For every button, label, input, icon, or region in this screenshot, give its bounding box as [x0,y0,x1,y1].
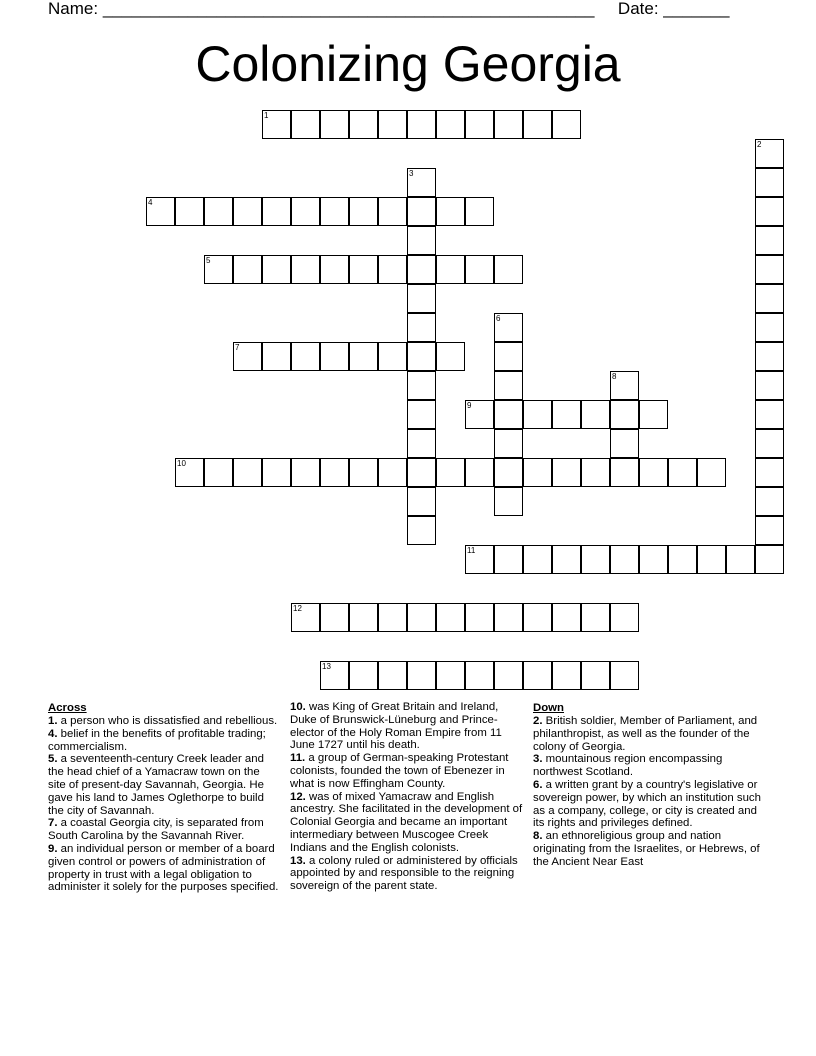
crossword-cell[interactable] [349,458,378,487]
clue-text: a coastal Georgia city, is separated from South Carolina by the Savannah River. [48,817,264,843]
crossword-cell[interactable] [755,313,784,342]
clue-number: 7. [48,817,58,830]
crossword-cell[interactable] [349,603,378,632]
crossword-cell[interactable] [755,458,784,487]
crossword-cell[interactable] [552,545,581,574]
crossword-cell[interactable] [262,458,291,487]
clue-number-label: 4 [148,198,153,207]
crossword-cell[interactable] [233,255,262,284]
crossword-cell[interactable] [755,429,784,458]
crossword-cell[interactable] [407,487,436,516]
crossword-cell[interactable] [755,400,784,429]
crossword-cell[interactable] [436,661,465,690]
crossword-cell[interactable] [175,197,204,226]
crossword-cell[interactable] [465,603,494,632]
crossword-cell[interactable] [523,400,552,429]
down-clue [533,753,769,779]
crossword-cell[interactable] [378,255,407,284]
crossword-cell[interactable] [262,255,291,284]
clue-number-label: 13 [322,662,331,671]
clue-number-label: 3 [409,169,414,178]
across-clues-continued [290,701,524,893]
crossword-cell[interactable] [523,458,552,487]
crossword-cell[interactable] [755,255,784,284]
clue-text: was King of Great Britain and Ireland, Duke of Brunswick-Lüneburg and Prince-elector of the Holy Roman Empire from 11 June 1727 until his death. [290,701,502,752]
crossword-cell[interactable] [581,603,610,632]
crossword-cell[interactable] [407,603,436,632]
across-clue-list-continued [290,701,524,893]
crossword-cell[interactable] [610,429,639,458]
clue-number: 3. [533,753,543,766]
clue-number-label: 2 [757,140,762,149]
crossword-cell[interactable] [320,458,349,487]
crossword-cell[interactable] [494,110,523,139]
name-label: Name: [48,0,99,18]
clue-text: an ethnoreligious group and nation originating from the Israelites, or Hebrews, of the Ancient Near East [533,830,760,868]
crossword-cell[interactable] [755,139,784,168]
clue-text: a group of German-speaking Protestant colonists, founded the town of Ebenezer in what is now Effingham County. [290,752,509,790]
crossword-cell[interactable] [407,400,436,429]
page-title: Colonizing Georgia [195,36,621,92]
crossword-cell[interactable] [552,661,581,690]
clue-number: 6. [533,778,543,791]
crossword-cell[interactable] [407,342,436,371]
crossword-cell[interactable] [436,603,465,632]
crossword-cell[interactable] [552,603,581,632]
clue-number: 10. [290,701,306,713]
crossword-cell[interactable] [610,661,639,690]
crossword-cell[interactable] [581,400,610,429]
across-clue [290,791,524,855]
clue-text: a seventeenth-century Creek leader and the head chief of a Yamacraw town on the site of present-day Savannah, Georgia. He gave his land to James Oglethorpe to build the city of Savannah. [48,753,264,817]
crossword-cell[interactable] [755,516,784,545]
crossword-cell[interactable] [755,197,784,226]
down-clue [533,715,769,753]
across-clue [290,855,524,893]
crossword-cell[interactable] [552,400,581,429]
clue-number: 5. [48,753,58,766]
crossword-cell[interactable] [291,255,320,284]
crossword-cell[interactable] [755,168,784,197]
crossword-cell[interactable] [204,255,233,284]
crossword-cell[interactable] [755,545,784,574]
crossword-cell[interactable] [523,661,552,690]
clue-text: a written grant by a country's legislative or sovereign power, by which an institution such as a company, college, or city is created and its rights and privileges defined. [533,778,761,830]
crossword-cell[interactable] [262,197,291,226]
across-clues [48,701,280,894]
crossword-cell[interactable] [378,197,407,226]
clue-text: a person who is dissatisfied and rebellious. [60,715,278,727]
crossword-cell[interactable] [755,487,784,516]
across-clue [48,753,280,817]
crossword-cell[interactable] [436,458,465,487]
crossword-cell[interactable] [407,168,436,197]
crossword-cell[interactable] [436,342,465,371]
crossword-cell[interactable] [465,661,494,690]
crossword-cell[interactable] [610,371,639,400]
crossword-cell[interactable] [610,603,639,632]
crossword-cell[interactable] [581,458,610,487]
clue-number: 2. [533,715,543,727]
crossword-cell[interactable] [320,661,349,690]
crossword-cell[interactable] [407,226,436,255]
crossword-cell[interactable] [494,371,523,400]
crossword-cell[interactable] [494,545,523,574]
crossword-cell[interactable] [233,197,262,226]
crossword-cell[interactable] [349,255,378,284]
crossword-cell[interactable] [378,603,407,632]
crossword-cell[interactable] [668,545,697,574]
crossword-cell[interactable] [726,545,755,574]
crossword-cell[interactable] [465,255,494,284]
crossword-cell[interactable] [755,371,784,400]
clue-number: 8. [533,830,543,843]
date-field[interactable]: _______ [663,0,730,18]
name-field[interactable]: ____________________________________________________ [102,0,595,18]
crossword-cell[interactable] [291,603,320,632]
across-heading: Across [48,702,87,714]
crossword-cell[interactable] [697,545,726,574]
crossword-cell[interactable] [494,429,523,458]
clue-text: mountainous region encompassing northwest Scotland. [533,753,723,779]
crossword-cell[interactable] [291,110,320,139]
crossword-cell[interactable] [175,458,204,487]
across-clue [48,817,280,843]
crossword-cell[interactable] [494,661,523,690]
crossword-cell[interactable] [436,197,465,226]
crossword-cell[interactable] [407,458,436,487]
crossword-cell[interactable] [523,110,552,139]
clue-text: was of mixed Yamacraw and English ancestry. She facilitated in the development of Colonial Georgia and became an important intermediary between Muscogee Creek Indians and the English colonists. [290,790,523,854]
clue-number-label: 10 [177,459,186,468]
crossword-cell[interactable] [465,545,494,574]
crossword-cell[interactable] [204,197,233,226]
crossword-cell[interactable] [639,400,668,429]
clue-number: 1. [48,715,58,727]
crossword-cell[interactable] [233,342,262,371]
crossword-cell[interactable] [465,197,494,226]
clue-number-label: 11 [467,546,476,555]
crossword-cell[interactable] [523,545,552,574]
crossword-cell[interactable] [349,110,378,139]
crossword-cell[interactable] [407,371,436,400]
crossword-cell[interactable] [668,458,697,487]
clue-number: 4. [48,727,58,740]
crossword-cell[interactable] [610,400,639,429]
crossword-cell[interactable] [262,342,291,371]
clue-number: 9. [48,842,58,855]
crossword-cell[interactable] [494,400,523,429]
crossword-cell[interactable] [320,342,349,371]
crossword-cell[interactable] [639,545,668,574]
crossword-cell[interactable] [407,429,436,458]
crossword-cell[interactable] [320,110,349,139]
crossword-cell[interactable] [581,661,610,690]
crossword-cell[interactable] [320,603,349,632]
across-clue [290,752,524,790]
crossword-cell[interactable] [494,603,523,632]
down-clues [533,701,769,869]
crossword-cell[interactable] [291,197,320,226]
across-clue [290,701,524,752]
crossword-cell[interactable] [494,487,523,516]
crossword-cell[interactable] [494,458,523,487]
crossword-cell[interactable] [349,342,378,371]
crossword-cell[interactable] [552,110,581,139]
crossword-cell[interactable] [349,197,378,226]
crossword-cell[interactable] [755,284,784,313]
down-clue [533,779,769,830]
crossword-cell[interactable] [494,255,523,284]
crossword-cell[interactable] [349,661,378,690]
crossword-cell[interactable] [755,226,784,255]
crossword-cell[interactable] [436,110,465,139]
crossword-cell[interactable] [378,458,407,487]
crossword-cell[interactable] [407,197,436,226]
crossword-cell[interactable] [320,197,349,226]
crossword-cell[interactable] [407,661,436,690]
crossword-cell[interactable] [146,197,175,226]
clue-number-label: 9 [467,401,472,410]
down-clue-list [533,715,769,869]
crossword-cell[interactable] [465,400,494,429]
crossword-cell[interactable] [436,255,465,284]
clue-text: a colony ruled or administered by officials appointed by and responsible to the reigning sovereign of the parent state. [290,854,518,893]
across-clue-list [48,715,280,894]
clue-text: an individual person or member of a board given control or powers of administration of property in trust with a legal obligation to administer it solely for the purposes specified. [48,842,279,894]
crossword-cell[interactable] [262,110,291,139]
clue-number-label: 6 [496,314,501,323]
down-clue [533,830,769,868]
clue-number: 13. [290,854,306,867]
crossword-cell[interactable] [465,110,494,139]
crossword-cell[interactable] [378,342,407,371]
crossword-cell[interactable] [639,458,668,487]
crossword-cell[interactable] [755,342,784,371]
clue-number-label: 7 [235,343,240,352]
crossword-cell[interactable] [465,458,494,487]
crossword-cell[interactable] [552,458,581,487]
crossword-cell[interactable] [291,342,320,371]
across-clue [48,728,280,754]
crossword-cell[interactable] [697,458,726,487]
crossword-cell[interactable] [494,313,523,342]
crossword-cell[interactable] [204,458,233,487]
crossword-cell[interactable] [378,110,407,139]
crossword-cell[interactable] [407,284,436,313]
crossword-cell[interactable] [407,313,436,342]
date-label: Date: [617,0,659,18]
across-clue [48,715,280,728]
crossword-cell[interactable] [407,255,436,284]
crossword-cell[interactable] [291,458,320,487]
down-heading: Down [533,702,565,714]
crossword-cell[interactable] [523,603,552,632]
crossword-cell[interactable] [407,110,436,139]
crossword-cell[interactable] [233,458,262,487]
crossword-cell[interactable] [407,516,436,545]
crossword-cell[interactable] [494,342,523,371]
clue-number: 12. [290,790,306,803]
clue-text: British soldier, Member of Parliament, and philanthropist, as well as the founder of the colony of Georgia. [533,715,758,753]
crossword-cell[interactable] [581,545,610,574]
crossword-cell[interactable] [320,255,349,284]
clue-text: belief in the benefits of profitable trading; commercialism. [48,727,266,753]
crossword-cell[interactable] [610,545,639,574]
clue-number: 11. [290,752,306,765]
clue-number-label: 12 [293,604,302,613]
crossword-cell[interactable] [378,661,407,690]
clue-number-label: 1 [264,111,269,120]
clue-number-label: 8 [612,372,617,381]
across-clue [48,843,280,894]
crossword-cell[interactable] [610,458,639,487]
clue-number-label: 5 [206,256,211,265]
